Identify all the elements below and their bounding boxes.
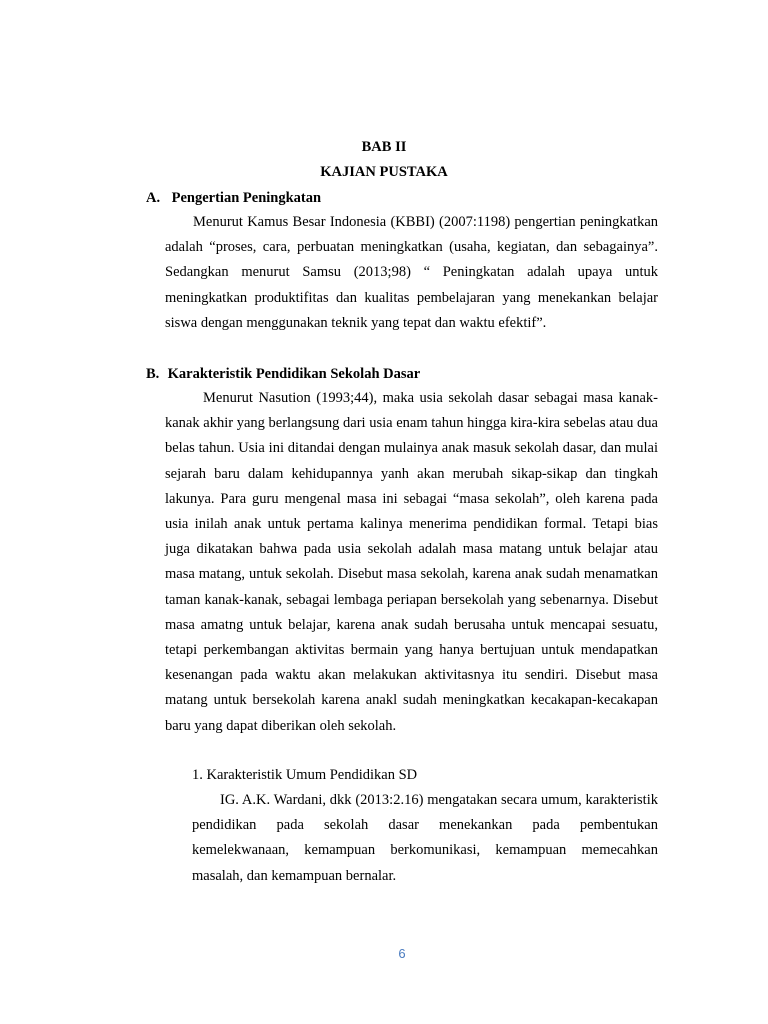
- section-b-heading: Karakteristik Pendidikan Sekolah Dasar: [167, 366, 421, 382]
- chapter-number: BAB II: [361, 139, 407, 155]
- section-a-paragraph: Menurut Kamus Besar Indonesia (KBBI) (2007:1198) pengertian peningkatkan adalah “proses, cara, perbuatan meningkatkan (usaha, kegiatan, dan sebagainya”. Sedangkan menurut Samsu (2013;98) “ Peningkatan adalah upaya untuk meningkatkan produktifitas dan kualitas pembelajaran yang menekankan belajar siswa dengan menggunakan teknik yang tepat dan waktu efektif”.: [165, 214, 658, 331]
- page-number: 6: [398, 946, 406, 961]
- section-b-title: [146, 365, 420, 383]
- section-b-label: B.: [146, 366, 160, 382]
- section-b-paragraph: Menurut Nasution (1993;44), maka usia sekolah dasar sebagai masa kanak-kanak akhir yang berlangsung dari usia enam tahun hingga kira-kira sebelas atau dua belas tahun. Usia ini ditandai dengan mulainya anak masuk sekolah dasar, dan mulai sejarah baru dalam kehidupannya yanh akan merubah sikap-sikap dan tingkah lakunya. Para guru mengenal masa ini sebagai “masa sekolah”, oleh karena pada usia inilah anak untuk pertama kalinya menerima pendidikan formal. Tetapi bias juga dikatakan bahwa pada usia sekolah adalah masa matang untuk belajar atau masa matang, untuk sekolah. Disebut masa sekolah, karena anak sudah menamatkan taman kanak-kanak, sebagai lembaga periapan bersekolah yang sebenarnya. Disebut masa amatng untuk belajar, karena anak sudah berusaha untuk mencapai sesuatu, tetapi perkembangan aktivitas bermain yang hanya bertujuan untuk mendapatkan kesenangan pada waktu akan melakukan aktivitasnya itu sendiri. Disebut masa matang untuk bersekolah karena anakl sudah meningkatkan kecakapan-kecakapan baru yang dapat diberikan oleh sekolah.: [165, 390, 658, 734]
- section-a-label: A.: [146, 190, 161, 206]
- subsection-paragraph: IG. A.K. Wardani, dkk (2013:2.16) mengatakan secara umum, karakteristik pendidikan pada sekolah dasar menekankan pada pembentukan kemelekwanaan, kemampuan berkomunikasi, kemampuan memecahkan masalah, dan kemampuan bernalar.: [192, 792, 658, 884]
- section-a-title: [146, 189, 321, 207]
- section-a-heading: Pengertian Peningkatan: [171, 190, 322, 206]
- subsection-title: 1. Karakteristik Umum Pendidikan SD: [192, 767, 418, 783]
- chapter-title: KAJIAN PUSTAKA: [320, 164, 448, 180]
